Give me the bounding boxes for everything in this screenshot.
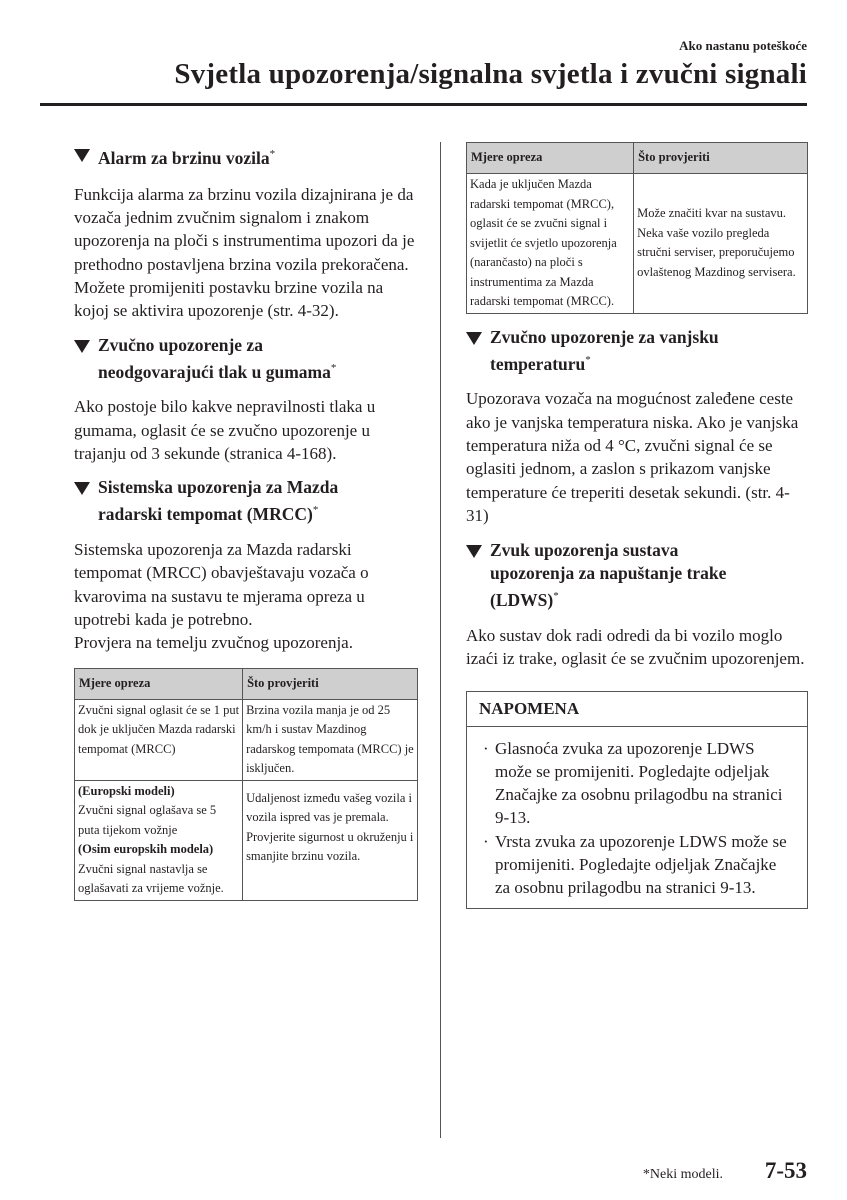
table-cell: Udaljenost između vašeg vozila i vozila ispred vas je premala. Provjerite sigurnost u okruženju i smanjite brzinu vozila.	[243, 780, 418, 900]
triangle-icon	[74, 149, 90, 162]
table-header-check: Što provjeriti	[634, 143, 808, 174]
table-cell: (Europski modeli) Zvučni signal oglašava se 5 puta tijekom vožnje (Osim europskih modela) Zvučni signal nastavlja se oglašavati za vrijeme vožnje.	[75, 780, 243, 900]
page-title: Svjetla upozorenja/signalna svjetla i zvučni signali	[174, 58, 807, 90]
page-number: 7-53	[764, 1158, 807, 1183]
section-heading-mrcc: Sistemska upozorenja za Mazda radarski tempomat (MRCC)*	[74, 476, 418, 526]
right-column	[466, 142, 808, 909]
outside-temperature-text: Upozorava vozača na mogućnost zaleđene ceste ako je vanjska temperatura niska. Ako je vanjska temperatura niža od 4 °C, zvučni signal će se oglasiti jednom, a zaslon s prikazom vanjske temperature će treperiti desetak sekundi. (str. 4-31)	[466, 389, 799, 525]
triangle-icon	[74, 340, 90, 353]
section-heading-tire-pressure: Zvučno upozorenje za neodgovarajući tlak u gumama*	[74, 334, 418, 384]
chapter-label: Ako nastanu poteškoće	[679, 38, 807, 53]
speed-alarm-text: Funkcija alarma za brzinu vozila dizajnirana je da vozača jednim zvučnim signalom i znakom upozorenja na ploči s instrumentima upozori da je prethodno postavljena brzina vozila prekoračena. Možete promijeniti postavku brzine vozila na kojoj se aktivira upozorenje (str. 4-32).	[74, 184, 415, 321]
table-header-precautions: Mjere opreza	[467, 143, 634, 174]
table-cell: Zvučni signal oglasit će se 1 put dok je uključen Mazda radarski tempomat (MRCC)	[75, 699, 243, 780]
table-row	[75, 699, 418, 780]
table-header-check: Što provjeriti	[243, 668, 418, 699]
column-divider	[440, 142, 441, 1138]
table-cell: Brzina vozila manja je od 25 km/h i sustav Mazdinog radarskog tempomata (MRCC) je isključen.	[243, 699, 418, 780]
triangle-icon	[466, 332, 482, 345]
list-item: · Glasnoća zvuka za upozorenje LDWS može se promijeniti. Pogledajte odjeljak Značajke za osobnu prilagodbu na stranici 9-13.	[483, 738, 783, 828]
table-row	[75, 780, 418, 900]
triangle-icon	[466, 545, 482, 558]
section-heading-outside-temperature: Zvučno upozorenje za vanjsku temperaturu*	[466, 326, 808, 376]
header-rule	[40, 103, 807, 106]
table-cell: Kada je uključen Mazda radarski tempomat (MRCC), oglasit će se zvučni signal i svijetlit će svjetlo upozorenja (narančasto) na ploči s instrumentima za Mazda radarski tempomat (MRCC).	[467, 174, 634, 314]
bullet-icon: ·	[483, 738, 489, 758]
section-heading-ldws: Zvuk upozorenja sustava upozorenja za napuštanje trake (LDWS)*	[466, 539, 808, 612]
mrcc-text: Sistemska upozorenja za Mazda radarski tempomat (MRCC) obavještavaju vozača o kvarovima na sustavu te mjerama opreza u upotrebi kada je potrebno.	[74, 540, 369, 630]
list-item: · Vrsta zvuka za upozorenje LDWS može se promijeniti. Pogledajte odjeljak Značajke za osobnu prilagodbu na stranici 9-13.	[483, 831, 787, 898]
tire-pressure-text: Ako postoje bilo kakve nepravilnosti tlaka u gumama, oglasit će se zvučno upozorenje u trajanju od 3 sekunde (stranica 4-168).	[74, 397, 376, 464]
ldws-text: Ako sustav dok radi odredi da bi vozilo moglo izaći iz trake, oglasit će se zvučnim upozorenjem.	[466, 625, 805, 669]
mrcc-table	[74, 668, 418, 901]
footnote: *Neki modeli.	[642, 1167, 723, 1182]
triangle-icon	[74, 482, 90, 495]
section-heading-speed-alarm: Alarm za brzinu vozila*	[74, 143, 418, 170]
table-row	[467, 174, 808, 314]
note-title: NAPOMENA	[467, 692, 807, 727]
table-cell: Može značiti kvar na sustavu. Neka vaše vozilo pregleda stručni serviser, preporučujemo ovlaštenog Mazdinog servisera.	[634, 174, 808, 314]
table-header-precautions: Mjere opreza	[75, 668, 243, 699]
left-column	[74, 142, 418, 901]
mrcc-warning-table	[466, 142, 808, 314]
note-box	[466, 691, 808, 909]
mrcc-text-2: Provjera na temelju zvučnog upozorenja.	[74, 633, 353, 653]
note-body	[467, 727, 807, 908]
bullet-icon: ·	[483, 831, 489, 851]
